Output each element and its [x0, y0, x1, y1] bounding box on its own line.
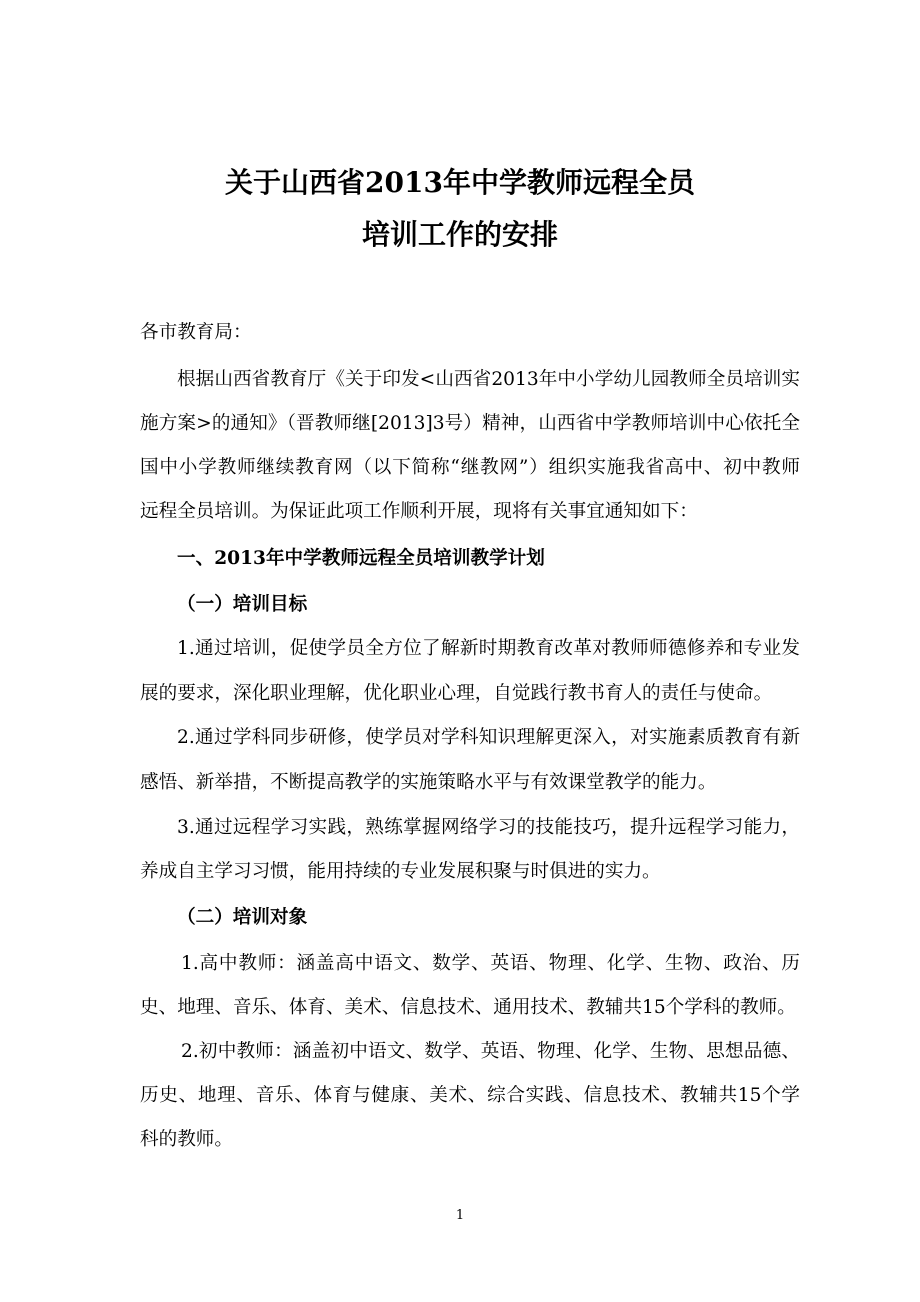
goal-2-line: 感悟、新举措，不断提高教学的实施策略水平与有效课堂教学的能力。	[140, 772, 717, 793]
subsection-heading-goals: （一）培训目标	[177, 594, 308, 615]
section-heading: 一、2013年中学教师远程全员培训教学计划	[177, 548, 545, 569]
goal-2-line: 2.通过学科同步研修，使学员对学科知识理解更深入，对实施素质教育有新	[177, 727, 800, 748]
target-2-line: 历史、地理、音乐、体育与健康、美术、综合实践、信息技术、教辅共15个学	[140, 1085, 800, 1106]
target-1-line: 1.高中教师：涵盖高中语文、数学、英语、物理、化学、生物、政治、历	[181, 953, 800, 974]
intro-line: 根据山西省教育厅《关于印发<山西省2013年中小学幼儿园教师全员培训实	[177, 369, 800, 390]
page-number: 1	[455, 1208, 465, 1223]
goal-3-line: 养成自主学习习惯，能用持续的专业发展积聚与时俱进的实力。	[140, 861, 661, 882]
goal-3-line: 3.通过远程学习实践，熟练掌握网络学习的技能技巧，提升远程学习能力，	[177, 817, 800, 838]
target-2-line: 科的教师。	[140, 1129, 233, 1150]
target-2-line: 2.初中教师：涵盖初中语文、数学、英语、物理、化学、生物、思想品德、	[181, 1041, 800, 1062]
target-1-line: 史、地理、音乐、体育、美术、信息技术、通用技术、教辅共15个学科的教师。	[140, 997, 796, 1018]
intro-line: 远程全员培训。为保证此项工作顺利开展，现将有关事宜通知如下：	[140, 501, 698, 522]
salutation: 各市教育局：	[140, 322, 252, 343]
intro-line: 国中小学教师继续教育网（以下简称“继教网”）组织实施我省高中、初中教师	[140, 457, 800, 478]
goal-1-line: 展的要求，深化职业理解，优化职业心理，自觉践行教书育人的责任与使命。	[140, 683, 773, 704]
subsection-heading-targets: （二）培训对象	[177, 907, 308, 928]
document-title-line-2: 培训工作的安排	[361, 218, 558, 251]
document-title-line-1: 关于山西省2013年中学教师远程全员	[225, 166, 695, 199]
intro-line: 施方案>的通知》（晋教师继[2013]3号）精神，山西省中学教师培训中心依托全	[140, 413, 800, 434]
goal-1-line: 1.通过培训，促使学员全方位了解新时期教育改革对教师师德修养和专业发	[177, 638, 800, 659]
